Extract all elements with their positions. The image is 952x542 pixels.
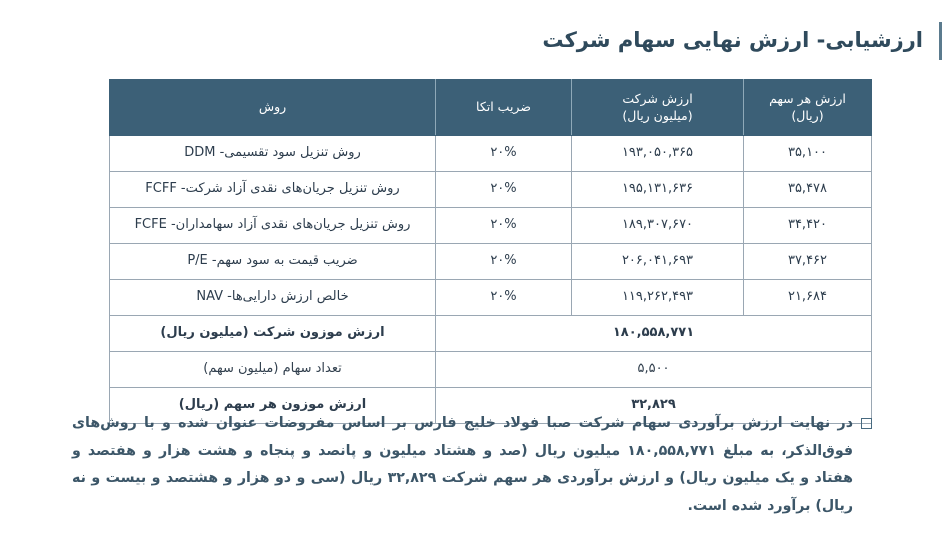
summary-label-share-count: تعداد سهام (میلیون سهم)	[110, 352, 436, 388]
square-bullet-icon	[861, 418, 872, 429]
conclusion-note-text: در نهایت ارزش برآوردی سهام شرکت صبا فولاد خلیج فارس بر اساس مفروضات عنوان شده و با روش‌های فوق‌الذکر، به مبلغ ۱۸۰,۵۵۸,۷۷۱ میلیون ریال (صد و هشتاد میلیون و پانصد و پنجاه و هشت هزار و هفتصد و هفتاد و یک میلیون ریال) و ارزش برآوردی هر سهم شرکت ۳۲,۸۲۹ ریال (سی و دو هزار و هشتصد و بیست و نه ریال) برآورد شده است.	[72, 415, 853, 515]
cell-weight: ۲۰%	[436, 136, 572, 172]
cell-firm-value: ۲۰۶,۰۴۱,۶۹۳	[572, 244, 744, 280]
column-header-method-line1: روش	[258, 99, 287, 115]
summary-value-weighted-share-value: ۳۲,۸۲۹	[436, 388, 872, 424]
summary-row-weighted-firm-value	[110, 316, 872, 352]
cell-method: خالص ارزش دارایی‌ها- NAV	[110, 280, 436, 316]
cell-method: روش تنزیل سود تقسیمی- DDM	[110, 136, 436, 172]
column-header-firm-value-line2: (میلیون ریال)	[622, 107, 693, 123]
summary-label-weighted-firm-value: ارزش موزون شرکت (میلیون ریال)	[110, 316, 436, 352]
column-header-firm-value	[572, 80, 744, 136]
cell-method: روش تنزیل جریان‌های نقدی آزاد سهامداران- FCFE	[110, 208, 436, 244]
table-row	[110, 244, 872, 280]
column-header-weight-line1: ضریب اتکا	[476, 99, 531, 115]
cell-weight: ۲۰%	[436, 208, 572, 244]
cell-firm-value: ۱۸۹,۳۰۷,۶۷۰	[572, 208, 744, 244]
cell-share-value: ۳۷,۴۶۲	[744, 244, 872, 280]
table-row	[110, 280, 872, 316]
column-header-share-value	[744, 80, 872, 136]
table-row	[110, 136, 872, 172]
conclusion-note	[72, 410, 872, 521]
column-header-method	[110, 80, 436, 136]
cell-share-value: ۳۵,۱۰۰	[744, 136, 872, 172]
cell-method: روش تنزیل جریان‌های نقدی آزاد شرکت- FCFF	[110, 172, 436, 208]
title-divider	[939, 22, 942, 60]
page-title: ارزشیابی- ارزش نهایی سهام شرکت	[542, 28, 923, 53]
summary-value-share-count: ۵,۵۰۰	[436, 352, 872, 388]
valuation-table-container	[110, 79, 872, 424]
valuation-table	[109, 79, 872, 424]
table-header-row	[110, 80, 872, 136]
cell-weight: ۲۰%	[436, 280, 572, 316]
column-header-firm-value-line1: ارزش شرکت	[622, 90, 693, 106]
cell-share-value: ۳۴,۴۲۰	[744, 208, 872, 244]
column-header-weight	[436, 80, 572, 136]
cell-firm-value: ۱۱۹,۲۶۲,۴۹۳	[572, 280, 744, 316]
cell-share-value: ۲۱,۶۸۴	[744, 280, 872, 316]
cell-method: ضریب قیمت به سود سهم- P/E	[110, 244, 436, 280]
cell-firm-value: ۱۹۳,۰۵۰,۳۶۵	[572, 136, 744, 172]
cell-share-value: ۳۵,۴۷۸	[744, 172, 872, 208]
cell-firm-value: ۱۹۵,۱۳۱,۶۳۶	[572, 172, 744, 208]
table-row	[110, 172, 872, 208]
summary-label-weighted-share-value: ارزش موزون هر سهم (ریال)	[110, 388, 436, 424]
summary-row-share-count	[110, 352, 872, 388]
column-header-share-value-line1: ارزش هر سهم	[769, 90, 846, 106]
summary-value-weighted-firm-value: ۱۸۰,۵۵۸,۷۷۱	[436, 316, 872, 352]
cell-weight: ۲۰%	[436, 172, 572, 208]
slide-header	[0, 18, 952, 64]
column-header-share-value-line2: (ریال)	[791, 107, 824, 123]
table-body	[110, 136, 872, 424]
cell-weight: ۲۰%	[436, 244, 572, 280]
table-row	[110, 208, 872, 244]
